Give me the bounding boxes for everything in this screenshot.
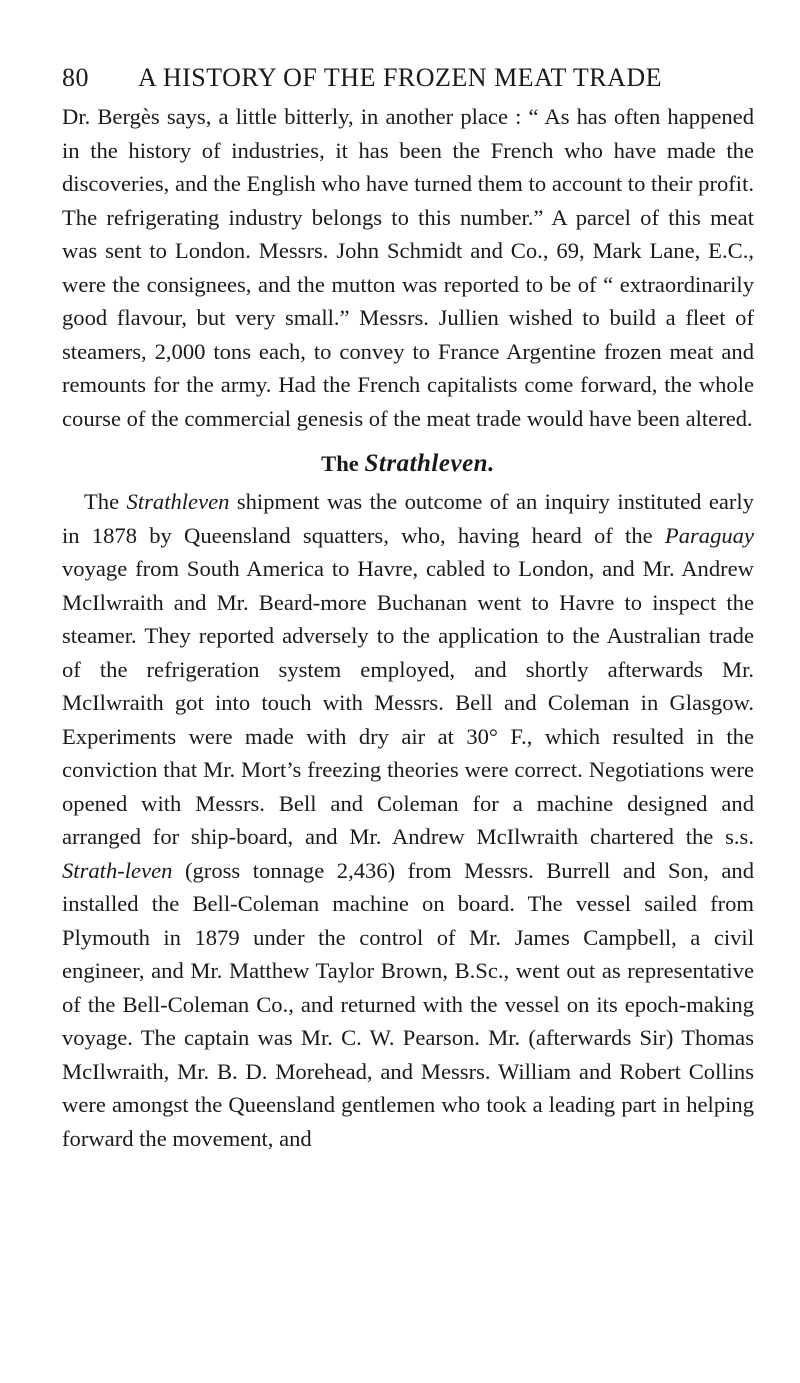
section-heading	[62, 447, 754, 481]
running-head	[62, 58, 754, 98]
ship-name-italic: Strath-leven	[62, 857, 173, 883]
ship-name-italic: Strathleven	[126, 489, 230, 514]
text-run: shipment was the outcome of an inquiry instituted early in 1878 by Queensland squatters, who, having heard of the	[62, 489, 754, 548]
text-run: voyage from South America to Havre, cabled to London, and Mr. Andrew McIlwraith and Mr. Beard-more Buchanan went to Havre to inspect the steamer. They reported adversely to the application to the Australian trade of the refrigeration system employed, and shortly afterwards Mr. McIlwraith got into touch with Messrs. Bell and Coleman in Glasgow. Experiments were made with dry air at 30° F., which resulted in the conviction that Mr. Mort’s freezing theories were correct. Negotiations were opened with Messrs. Bell and Coleman for a machine designed and arranged for ship-board, and Mr. Andrew McIlwraith chartered the s.s.	[62, 556, 754, 849]
book-page	[62, 58, 754, 1155]
text-run: The	[84, 489, 120, 514]
ship-name-italic: Paraguay	[664, 522, 754, 548]
text-run: (gross tonnage 2,436) from Messrs. Burrell and Son, and installed the Bell-Coleman machine on board. The vessel sailed from Plymouth in 1879 under the control of Mr. James Campbell, a civil engineer, and Mr. Matthew Taylor Brown, B.Sc., went out as representative of the Bell-Coleman Co., and returned with the vessel on its epoch-making voyage. The captain was Mr. C. W. Pearson. Mr. (afterwards Sir) Thomas McIlwraith, Mr. B. D. Morehead, and Messrs. William and Robert Collins were amongst the Queensland gentlemen who took a leading part in helping forward the movement, and	[62, 857, 754, 1151]
page-number: 80	[62, 63, 89, 92]
running-title: A HISTORY OF THE FROZEN MEAT TRADE	[138, 63, 663, 92]
paragraph-berges-quote: Dr. Bergès says, a little bitterly, in another place : “ As has often happened in the history of industries, it has been the French who have made the discoveries, and the English who have turned them to account to their profit. The refrigerating industry belongs to this number.” A parcel of this meat was sent to London. Messrs. John Schmidt and Co., 69, Mark Lane, E.C., were the consignees, and the mutton was reported to be of “ extraordinarily good flavour, but very small.” Messrs. Jullien wished to build a fleet of steamers, 2,000 tons each, to convey to France Argentine frozen meat and remounts for the army. Had the French capitalists come forward, the whole course of the commercial genesis of the meat trade would have been altered.	[62, 104, 754, 431]
paragraph-strathleven-shipment	[62, 485, 754, 1155]
section-heading-ship-name: Strathleven.	[364, 450, 495, 477]
section-heading-prefix: The	[321, 451, 359, 476]
